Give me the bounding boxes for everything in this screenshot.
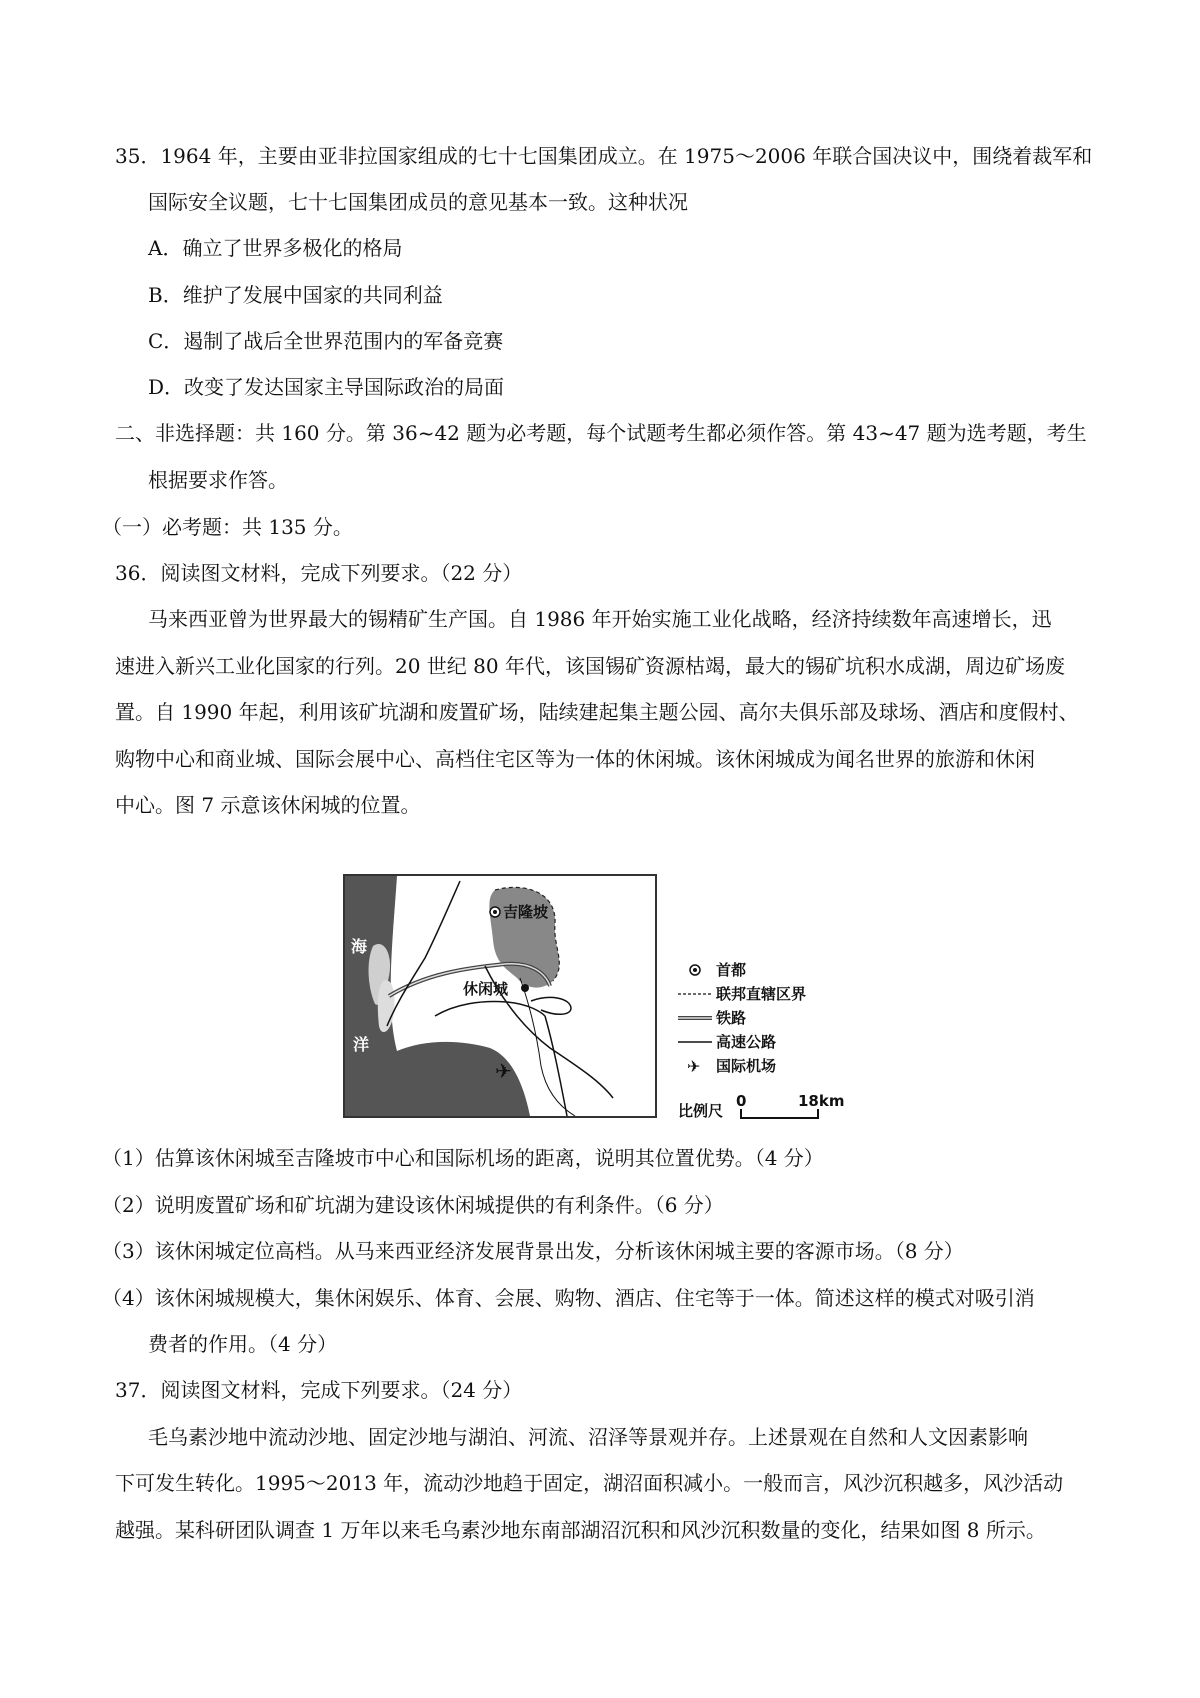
q36-subquestion-4: （4）该休闲城规模大，集休闲娱乐、体育、会展、购物、酒店、住宅等于一体。简述这样的模式对吸引消 [102,1286,1035,1310]
q35-stem-line1: 35．1964 年，主要由亚非拉国家组成的七十七国集团成立。在 1975～2006 年联合国决议中，围绕着裁军和 [115,144,1093,168]
q36-subquestion-4-cont: 费者的作用。（4 分） [148,1332,338,1356]
q36-paragraph-line5: 中心。图 7 示意该休闲城的位置。 [115,793,421,817]
q35-option-d: D．改变了发达国家主导国际政治的局面 [148,375,505,399]
q35-stem-line2: 国际安全议题，七十七国集团成员的意见基本一致。这种状况 [148,190,688,214]
resort-location-map [343,874,657,1118]
sea-label-2: 洋 [353,1035,370,1054]
q37-paragraph-line1: 毛乌素沙地中流动沙地、固定沙地与湖泊、河流、沼泽等景观并存。上述景观在自然和人文因素影响 [148,1425,1028,1449]
q35-option-a: A．确立了世界多极化的格局 [148,236,403,260]
scale-value: 18km [798,1092,845,1110]
resort-city-label: 休闲城 [463,980,509,998]
highway-icon [678,1030,712,1054]
q36-subquestion-1: （1）估算该休闲城至吉隆坡市中心和国际机场的距离，说明其位置优势。（4 分） [102,1146,824,1170]
q35-option-c: C．遏制了战后全世界范围内的军备竞赛 [148,329,504,353]
scale-label: 比例尺 [678,1102,724,1120]
q36-subquestion-2: （2）说明废置矿场和矿坑湖为建设该休闲城提供的有利条件。（6 分） [102,1193,724,1217]
highway-line [531,997,571,1014]
section2-heading-line2: 根据要求作答。 [148,468,288,492]
legend-railway-label: 铁路 [716,1009,747,1027]
airport-symbol: ✈ [495,1059,512,1083]
sea-label-1: 海 [351,937,368,956]
legend-boundary-label: 联邦直辖区界 [716,985,807,1003]
q36-subquestion-3: （3）该休闲城定位高档。从马来西亚经济发展背景出发，分析该休闲城主要的客源市场。（8 分） [102,1239,964,1263]
q36-paragraph-line4: 购物中心和商业城、国际会展中心、高档住宅区等为一体的休闲城。该休闲城成为闻名世界的旅游和休闲 [115,747,1035,771]
required-questions-heading: （一）必考题：共 135 分。 [102,515,353,539]
q35-option-b: B．维护了发展中国家的共同利益 [148,283,443,307]
svg-text:✈: ✈ [687,1057,701,1076]
q36-title: 36．阅读图文材料，完成下列要求。（22 分） [115,561,523,585]
q37-paragraph-line2: 下可发生转化。1995～2013 年，流动沙地趋于固定，湖沼面积减小。一般而言，风沙沉积越多，风沙活动 [115,1471,1064,1495]
section2-heading-line1: 二、非选择题：共 160 分。第 36~42 题为必考题，每个试题考生都必须作答。第 43~47 题为选考题，考生 [115,421,1087,445]
legend-airport-label: 国际机场 [716,1057,777,1075]
q36-paragraph-line1: 马来西亚曾为世界最大的锡精矿生产国。自 1986 年开始实施工业化战略，经济持续数年高速增长，迅 [148,607,1052,631]
boundary-line-icon [678,982,712,1006]
legend-highway-label: 高速公路 [716,1033,777,1051]
legend-capital-label: 首都 [716,961,747,979]
q37-title: 37．阅读图文材料，完成下列要求。（24 分） [115,1378,523,1402]
scale-zero: 0 [736,1092,747,1110]
airport-icon [678,1054,712,1078]
railway-icon [678,1006,712,1030]
capital-icon [678,958,712,982]
q36-paragraph-line2: 速进入新兴工业化国家的行列。20 世纪 80 年代，该国锡矿资源枯竭，最大的锡矿坑积水成湖，周边矿场废 [115,654,1065,678]
q36-paragraph-line3: 置。自 1990 年起，利用该矿坑湖和废置矿场，陆续建起集主题公园、高尔夫俱乐部及球场、酒店和度假村、 [115,700,1079,724]
q37-paragraph-line3: 越强。某科研团队调查 1 万年以来毛乌素沙地东南部湖沼沉积和风沙沉积数量的变化，结果如图 8 所示。 [115,1518,1046,1542]
resort-city-marker [521,984,529,992]
highway-line [545,1016,567,1116]
kuala-lumpur-label: 吉隆坡 [503,903,549,921]
highway-line [387,881,460,1026]
scale-bar [678,1092,848,1122]
